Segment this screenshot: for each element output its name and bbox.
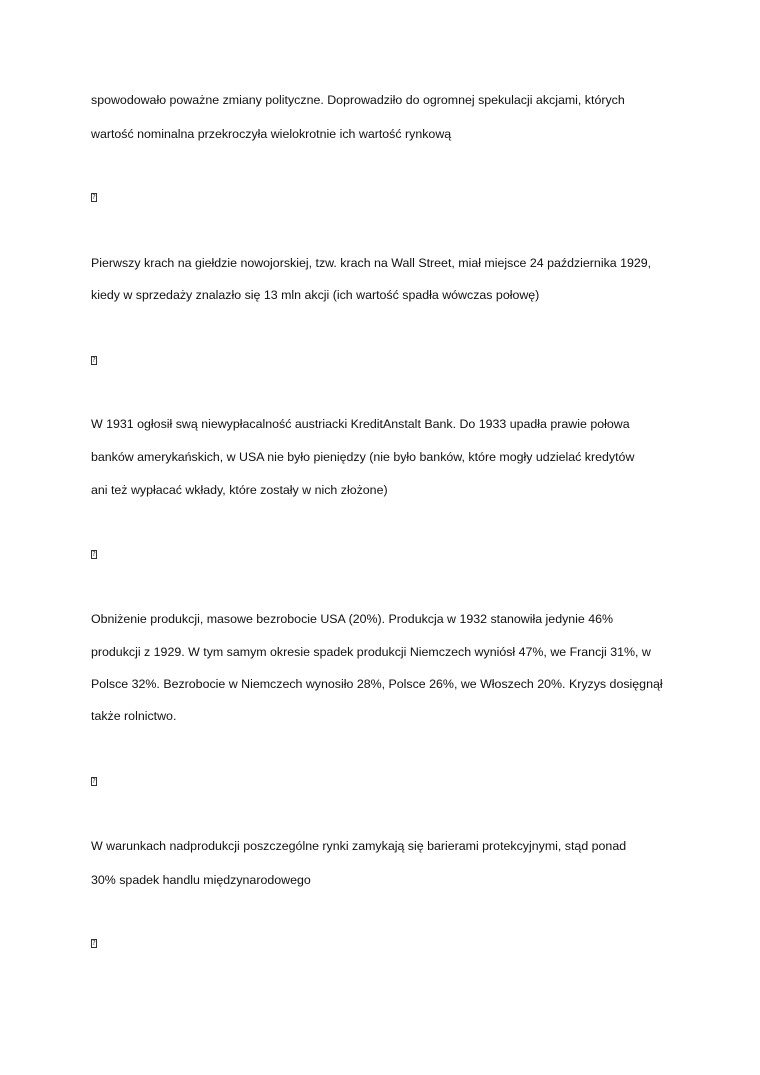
paragraph-3-line-3: ani też wypłacać wkłady, które zostały w nich złożone) — [91, 483, 388, 497]
missing-glyph-icon: ? — [92, 939, 96, 947]
paragraph-4-line-1: Obniżenie produkcji, masowe bezrobocie USA (20%). Produkcja w 1932 stanowiła jedynie 46% — [91, 612, 614, 626]
paragraph-1-line-1: spowodowało poważne zmiany polityczne. Doprowadziło do ogromnej spekulacji akcjami, których — [91, 93, 625, 107]
paragraph-1-line-2: wartość nominalna przekroczyła wielokrotnie ich wartość rynkową — [91, 127, 452, 141]
missing-glyph-icon: ? — [92, 193, 96, 201]
missing-glyph-icon: ? — [92, 550, 96, 558]
paragraph-4-line-4: także rolnictwo. — [91, 709, 177, 723]
paragraph-5-line-1: W warunkach nadprodukcji poszczególne rynki zamykają się barierami protekcyjnymi, stąd ponad — [91, 839, 627, 853]
paragraph-2-line-2: kiedy w sprzedaży znalazło się 13 mln akcji (ich wartość spadła wówczas połowę) — [91, 288, 540, 302]
paragraph-3-line-2: banków amerykańskich, w USA nie było pieniędzy (nie było banków, które mogły udzielać kredytów — [91, 450, 635, 464]
paragraph-4-line-3: Polsce 32%. Bezrobocie w Niemczech wynosiło 28%, Polsce 26%, we Włoszech 20%. Kryzys dosięgnął — [91, 677, 663, 691]
missing-glyph-icon: ? — [92, 777, 96, 785]
missing-glyph-icon: ? — [92, 356, 96, 364]
paragraph-3-line-1: W 1931 ogłosił swą niewypłacalność austriacki KreditAnstalt Bank. Do 1933 upadła prawie połowa — [91, 417, 630, 431]
paragraph-4-line-2: produkcji z 1929. W tym samym okresie spadek produkcji Niemczech wyniósł 47%, we Francji 31%, w — [91, 645, 651, 659]
paragraph-2-line-1: Pierwszy krach na giełdzie nowojorskiej, tzw. krach na Wall Street, miał miejsce 24 października 1929, — [91, 256, 652, 270]
paragraph-5-line-2: 30% spadek handlu międzynarodowego — [91, 873, 311, 887]
